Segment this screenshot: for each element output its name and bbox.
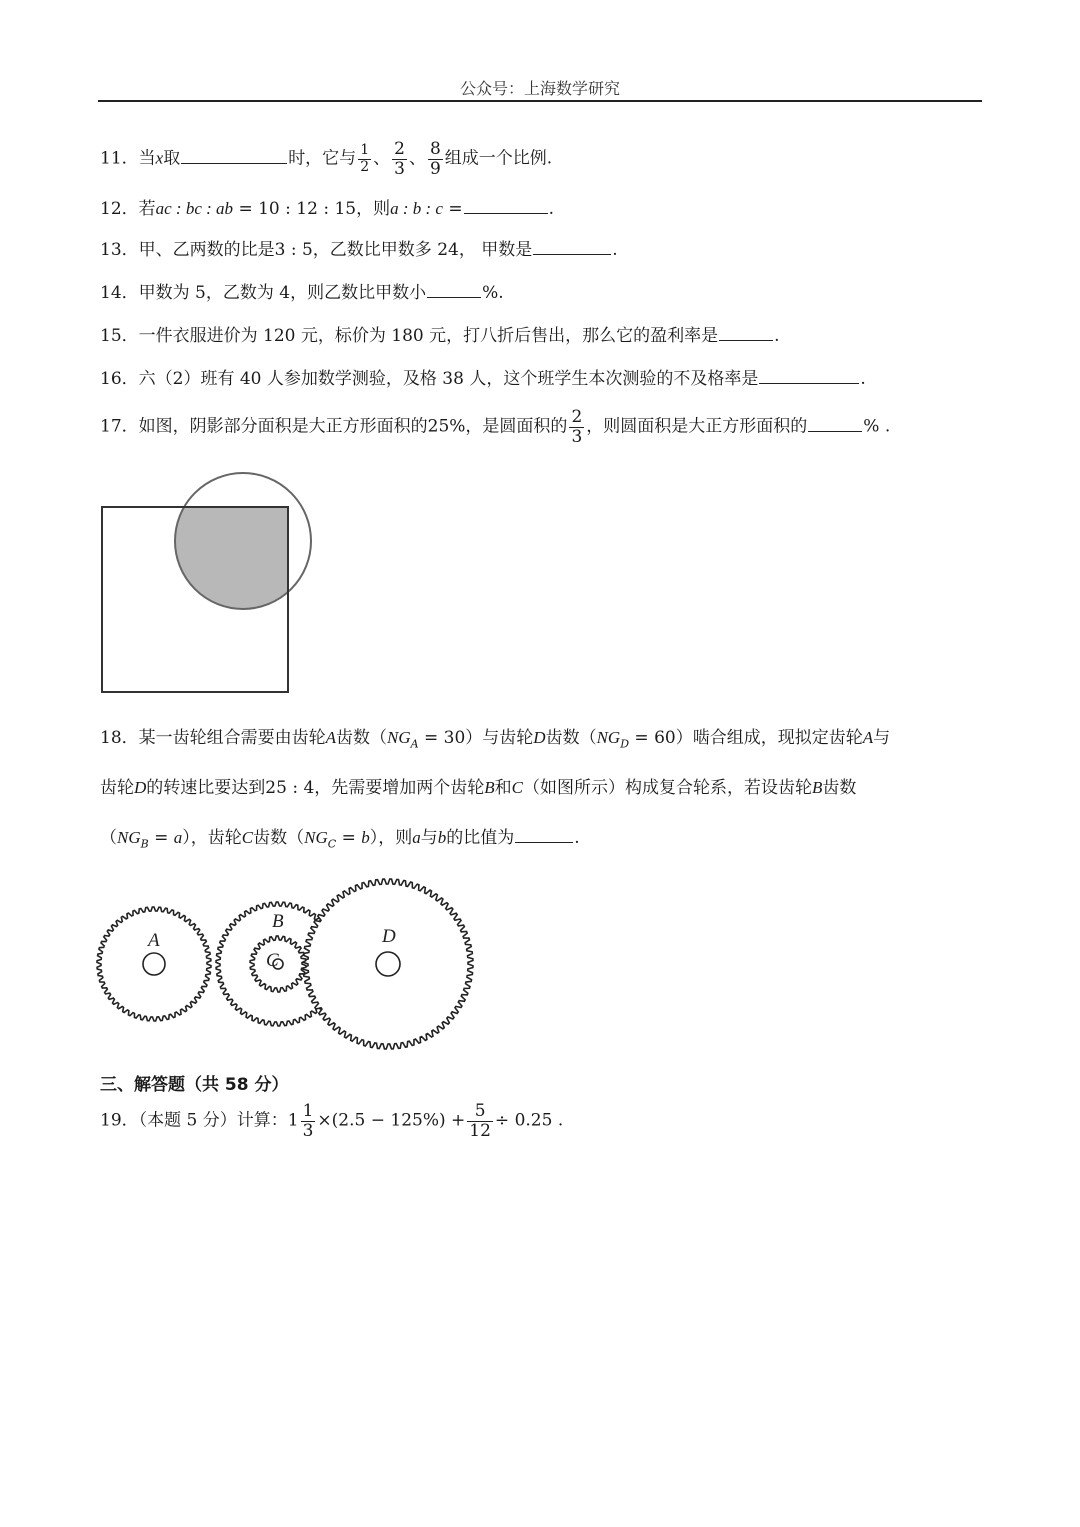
answer-blank[interactable] [515,841,573,843]
question-18-line-2: 齿轮D的转速比要达到25 : 4，先需要增加两个齿轮B和C（如图所示）构成复合轮系，若设齿轮B齿数 [100,778,857,798]
question-11: 11．当x取 时，它与 $\frac{1}{2}$ 、 $\frac{2}{3}$ 、 $\frac{8}{9}$ 组成一个比例. [100,139,553,179]
question-18-line-1: 18．某一齿轮组合需要由齿轮A齿数$(NG_A = 30)$与齿轮D齿数$(NG_D = 60)$啮合组成，现拟定齿轮A与 [100,728,891,751]
question-18-line-3: $(NG_B = a)$，齿轮C齿数$(NG_C = b)$，则a与b的比值为 . [100,828,580,851]
question-16: 16．六（2）班有 40 人参加数学测验，及格 38 人，这个班学生本次测验的不及格率是 . [100,369,866,389]
gear-a-hole [143,953,165,975]
question-12: 12．若ac : bc : ab = 10 : 12 : 15，则a : b : c = . [100,199,555,219]
gear-a [97,907,211,1021]
answer-blank[interactable] [427,296,481,298]
fraction-8-9: $\frac{8}{9}$ [429,139,441,179]
answer-blank[interactable] [181,162,287,164]
answer-blank[interactable] [719,339,773,341]
answer-blank[interactable] [464,212,548,214]
header-divider [98,100,982,102]
answer-blank[interactable] [759,382,859,384]
gear-d-label: D [382,926,396,947]
fraction-2-3: $\frac{2}{3}$ [394,139,405,179]
fraction-2-3: $\frac{2}{3}$ [571,407,583,447]
answer-blank[interactable] [808,430,862,432]
gear-c-label: C [266,950,279,971]
fraction-1-2: $\frac{1}{2}$ [360,142,370,175]
question-13: 13．甲、乙两数的比是3 : 5，乙数比甲数多 24， 甲数是 . [100,240,618,260]
question-19: 19．（本题 5 分）计算：1 $\frac{1}{3}$ ×(2.5 − 125%) + $\frac{5}{12}$ ÷ 0.25 . [100,1101,564,1141]
square-circle-figure [95,470,325,700]
section-3-title: 三、解答题（共 58 分） [100,1075,289,1095]
question-15: 15．一件衣服进价为 120 元，标价为 180 元，打八折后售出，那么它的盈利率是 . [100,326,780,346]
fraction-1-3: $\frac{1}{3}$ [302,1101,314,1141]
gear-a-label: A [148,930,160,951]
fraction-5-12: $\frac{5}{12}$ [469,1101,491,1141]
gear-b-label: B [272,911,284,932]
answer-blank[interactable] [533,253,611,255]
question-17: 17．如图，阴影部分面积是大正方形面积的25%，是圆面积的 $\frac{2}{3}$ ，则圆面积是大正方形面积的 % . [100,407,891,447]
gear-d [303,879,473,1049]
page-header: 公众号：上海数学研究 [459,79,620,98]
question-14: 14．甲数为 5，乙数为 4，则乙数比甲数小 %. [100,283,504,303]
gear-figure [90,870,490,1060]
